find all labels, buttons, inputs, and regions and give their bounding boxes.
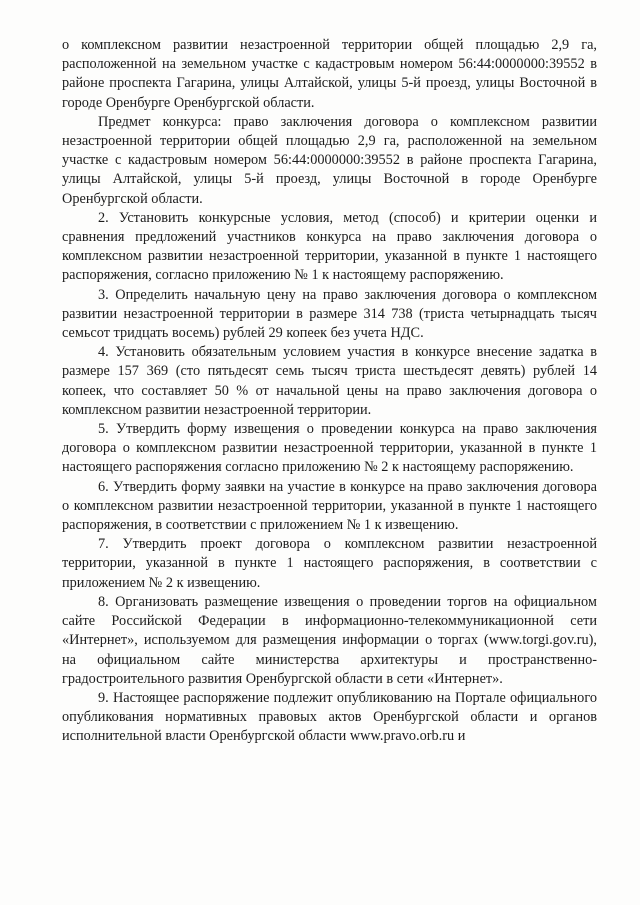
paragraph-item-6: 6. Утвердить форму заявки на участие в конкурсе на право заключения договора о комплексном развитии незастроенной территории, указанной в пункте 1 настоящего распоряжения, в соответствии с приложением № 1 к извещению. <box>62 478 597 534</box>
document-body <box>62 36 597 747</box>
paragraph-continuation: о комплексном развитии незастроенной территории общей площадью 2,9 га, расположенной на земельном участке с кадастровым номером 56:44:0000000:39552 в районе проспекта Гагарина, улицы Алтайской, улицы 5-й проезд, улицы Восточной в городе Оренбурге Оренбургской области. <box>62 37 597 111</box>
paragraph-subject-of-tender: Предмет конкурса: право заключения договора о комплексном развитии незастроенной территории общей площадью 2,9 га, расположенной на земельном участке с кадастровым номером 56:44:0000000:39552 в районе проспекта Гагарина, улицы Алтайской, улицы 5-й проезд, улицы Восточной в городе Оренбурге Оренбургской области. <box>62 113 597 207</box>
paragraph-item-8: 8. Организовать размещение извещения о проведении торгов на официальном сайте Российской Федерации в информационно-телекоммуникационной сети «Интернет», используемом для размещения информации о торгах (www.torgi.gov.ru), на официальном сайте министерства архитектуры и пространственно-градостроительного развития Оренбургской области в сети «Интернет». <box>62 593 597 687</box>
paragraph-item-4: 4. Установить обязательным условием участия в конкурсе внесение задатка в размере 157 369 (сто пятьдесят семь тысяч триста шестьдесят девять) рублей 14 копеек, что составляет 50 % от начальной цены на право заключения договора о комплексном развитии незастроенной территории. <box>62 344 597 418</box>
paragraph-item-3: 3. Определить начальную цену на право заключения договора о комплексном развитии незастроенной территории в размере 314 738 (триста четырнадцать тысяч семьсот тридцать восемь) рублей 29 копеек без учета НДС. <box>62 286 597 342</box>
paragraph-item-5: 5. Утвердить форму извещения о проведении конкурса на право заключения договора о комплексном развитии незастроенной территории, указанной в пункте 1 настоящего распоряжения согласно приложению № 2 к настоящему распоряжению. <box>62 421 597 476</box>
paragraph-item-2: 2. Установить конкурсные условия, метод (способ) и критерии оценки и сравнения предложений участников конкурса на право заключения договора о комплексном развитии незастроенной территории, указанной в пункте 1 настоящего распоряжения, согласно приложению № 1 к настоящему распоряжению. <box>62 209 597 284</box>
paragraph-item-7: 7. Утвердить проект договора о комплексном развитии незастроенной территории, указанной в пункте 1 настоящего распоряжения, в соответствии с приложением № 2 к извещению. <box>62 536 597 591</box>
paragraph-item-9: 9. Настоящее распоряжение подлежит опубликованию на Портале официального опубликования нормативных правовых актов Оренбургской области и органов исполнительной власти Оренбургской области www.pravo.orb.ru и <box>62 689 597 745</box>
